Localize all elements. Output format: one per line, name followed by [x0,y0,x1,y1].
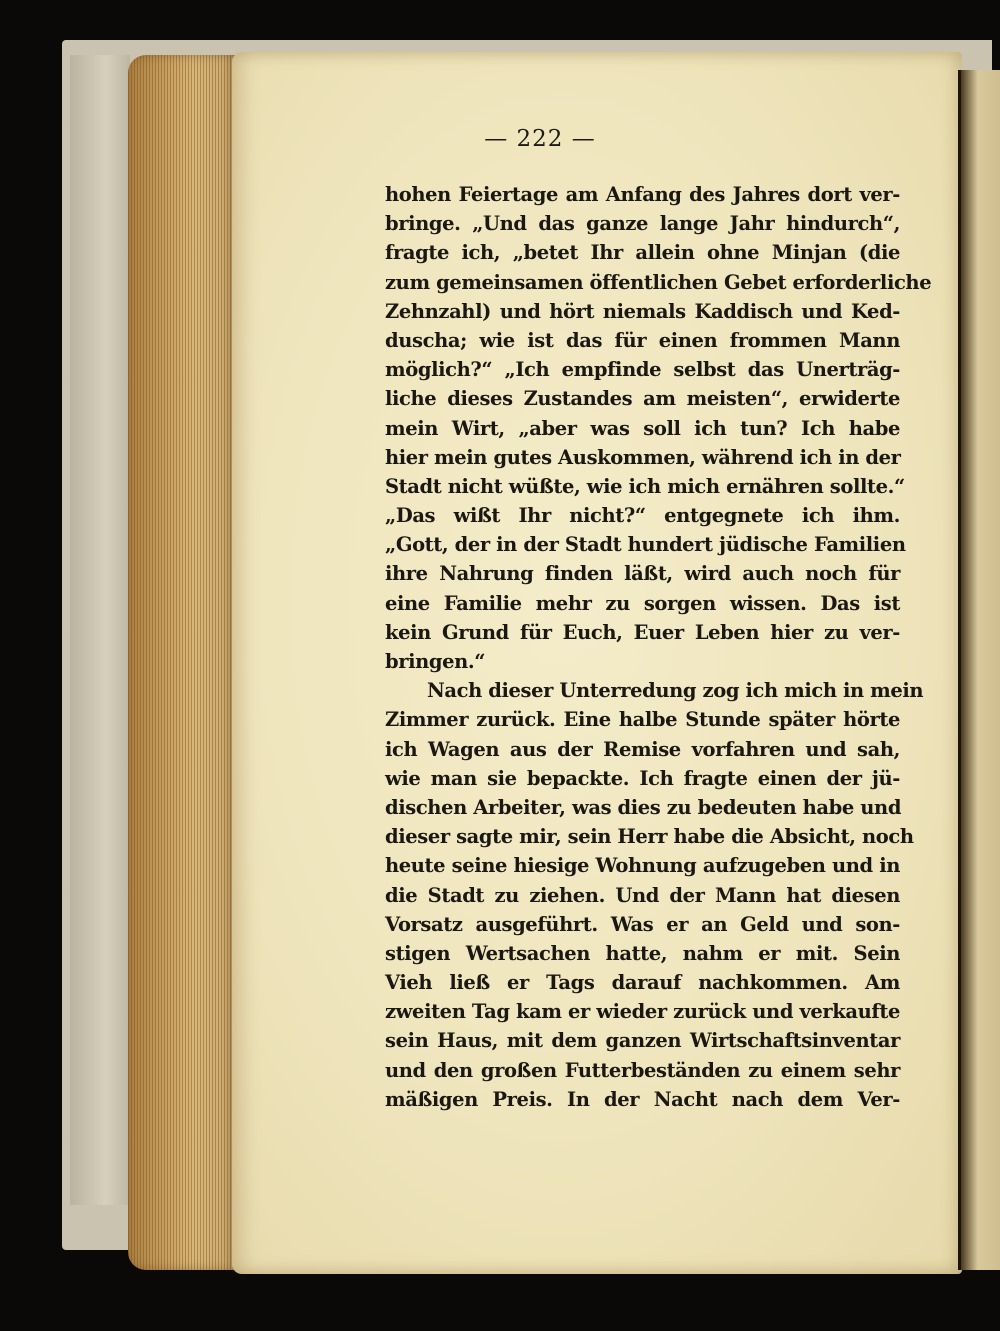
text-line: bringe. „Und das ganze lange Jahr hindurch“, [385,212,900,236]
text-line: eine Familie mehr zu sorgen wissen. Das ist [385,591,900,615]
text-line: sein Haus, mit dem ganzen Wirtschaftsinventar [385,1029,900,1053]
text-line: dischen Arbeiter, was dies zu bedeuten habe und [385,795,902,819]
text-line: heute seine hiesige Wohnung aufzugeben und in [385,854,900,878]
text-line: zum gemeinsamen öffentlichen Gebet erforderliche [385,270,932,294]
text-line: Nach dieser Unterredung zog ich mich in mein [427,679,924,703]
text-line: hohen Feiertage am Anfang des Jahres dort ver- [385,183,900,206]
page-text [385,180,932,1114]
text-line: Zehnzahl) und hört niemals Kaddisch und Ked- [385,299,900,323]
text-line: und den großen Futterbeständen zu einem sehr [385,1058,900,1082]
text-line: bringen.“ [385,650,486,673]
text-line: möglich?“ „Ich empfinde selbst das Unerträg- [385,358,900,382]
cover-flap [70,55,130,1205]
text-line: Vorsatz ausgeführt. Was er an Geld und son- [385,912,900,936]
text-line: Vieh ließ er Tags darauf nachkommen. Am [385,971,900,995]
text-line: mäßigen Preis. In der Nacht nach dem Ver- [385,1087,900,1111]
facing-page-edge [958,70,1000,1270]
text-line: „Gott, der in der Stadt hundert jüdische Familien [385,533,906,557]
text-line: Zimmer zurück. Eine halbe Stunde später hörte [385,708,900,732]
text-line: die Stadt zu ziehen. Und der Mann hat diesen [385,883,900,907]
text-line: Stadt nicht wüßte, wie ich mich ernähren sollte.“ [385,474,905,498]
text-line: stigen Wertsachen hatte, nahm er mit. Sein [385,941,900,965]
text-line: mein Wirt, „aber was soll ich tun? Ich habe [385,416,900,440]
text-line: kein Grund für Euch, Euer Leben hier zu ver- [385,620,900,644]
page-edges [128,55,238,1270]
text-line: zweiten Tag kam er wieder zurück und verkaufte [385,1000,900,1024]
text-line: ich Wagen aus der Remise vorfahren und sah, [385,737,900,761]
text-line: duscha; wie ist das für einen frommen Mann [385,328,900,352]
page-number: — 222 — [484,126,596,152]
text-line: fragte ich, „betet Ihr allein ohne Minjan (die [385,241,900,265]
text-line: liche dieses Zustandes am meisten“, erwiderte [385,387,900,411]
text-line: „Das wißt Ihr nicht?“ entgegnete ich ihm. [385,504,900,528]
text-line: hier mein gutes Auskommen, während ich in der [385,445,901,469]
text-line: dieser sagte mir, sein Herr habe die Absicht, noch [385,825,914,849]
text-line: ihre Nahrung finden läßt, wird auch noch für [385,562,900,586]
text-line: wie man sie bepackte. Ich fragte einen der jü- [385,766,900,790]
